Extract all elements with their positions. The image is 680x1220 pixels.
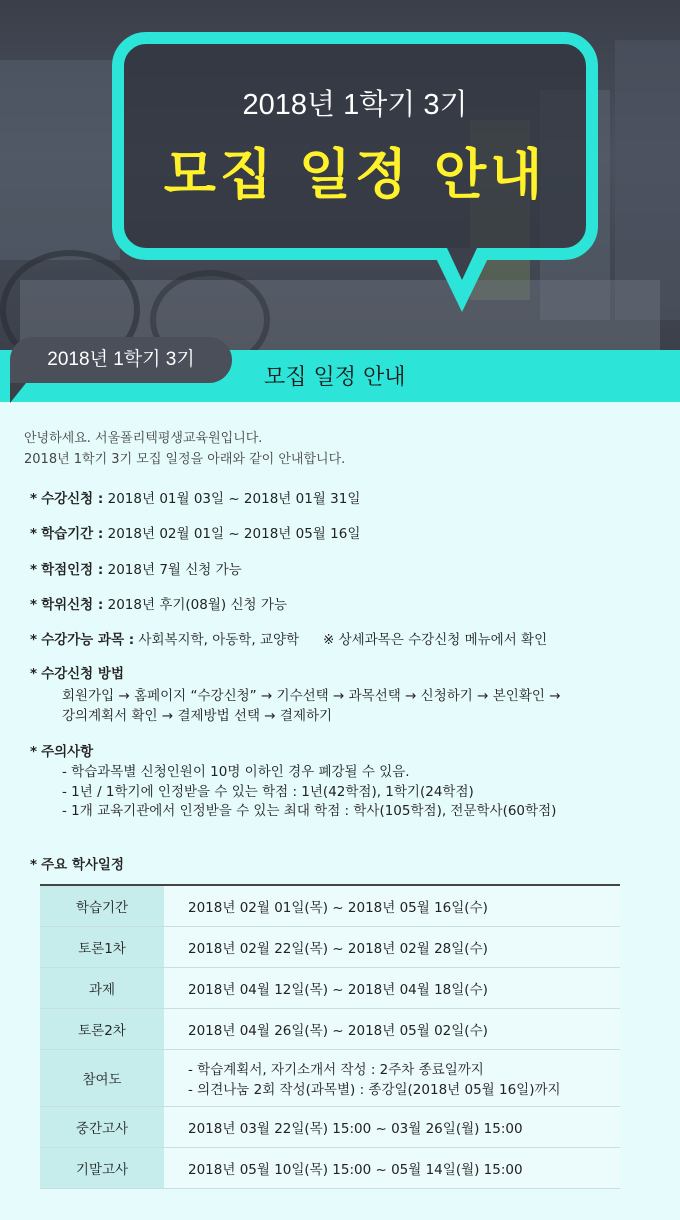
item-notice [30, 740, 93, 760]
row-key: 참여도 [40, 1049, 164, 1106]
glasses-lens-left [0, 250, 140, 350]
item-label: 수강가능 과목 : [41, 632, 135, 648]
row-key: 과제 [40, 967, 164, 1008]
bullet-star: * [30, 744, 38, 760]
notice-line: - 1개 교육기관에서 인정받을 수 있는 최대 학점 : 학사(105학점), 전문학사(60학점) [62, 803, 557, 819]
table-row [40, 926, 620, 967]
intro-text [24, 428, 345, 470]
bullet-star: * [30, 526, 38, 542]
bullet-star: * [30, 562, 38, 578]
item-enroll [30, 487, 360, 507]
item-study-period [30, 522, 360, 542]
row-key: 중간고사 [40, 1106, 164, 1147]
row-value: 2018년 04월 26일(목) ~ 2018년 05월 02일(수) [164, 1008, 620, 1049]
notice-line: - 학습과목별 신청인원이 10명 이하인 경우 폐강될 수 있음. [62, 764, 410, 780]
bullet-star: * [30, 491, 38, 507]
hero-subtitle: 2018년 1학기 3기 [242, 89, 468, 121]
item-method [30, 662, 124, 682]
background-book [0, 60, 120, 260]
intro-line: 안녕하세요. 서울폴리텍평생교육원입니다. [24, 431, 263, 446]
item-value: 사회복지학, 아동학, 교양학 [138, 632, 300, 648]
row-key: 토론2차 [40, 1008, 164, 1049]
row-value: 2018년 02월 01일(목) ~ 2018년 05월 16일(수) [164, 885, 620, 926]
item-label: 학점인정 : [41, 562, 104, 578]
intro-line: 2018년 1학기 3기 모집 일정을 아래와 같이 안내합니다. [24, 452, 346, 467]
notice-line: - 1년 / 1학기에 인정받을 수 있는 학점 : 1년(42학점), 1학기(24학점) [62, 784, 474, 800]
row-value: 2018년 02월 22일(목) ~ 2018년 02월 28일(수) [164, 926, 620, 967]
item-label: 수강신청 방법 [41, 666, 125, 682]
item-value: 2018년 7월 신청 가능 [107, 562, 242, 578]
row-value: 2018년 03월 22일(목) 15:00 ~ 03월 26일(월) 15:00 [164, 1106, 620, 1147]
table-row [40, 885, 620, 926]
item-schedule [30, 853, 124, 873]
table-row [40, 1008, 620, 1049]
item-value: 2018년 후기(08월) 신청 가능 [107, 597, 287, 613]
row-value: 2018년 05월 10일(목) 15:00 ~ 05월 14일(월) 15:00 [164, 1147, 620, 1188]
item-label: 학습기간 : [41, 526, 104, 542]
row-key: 토론1차 [40, 926, 164, 967]
schedule-table [40, 884, 620, 1189]
bullet-star: * [30, 857, 38, 873]
item-value: 2018년 02월 01일 ~ 2018년 05월 16일 [107, 526, 361, 542]
method-line: 강의계획서 확인 → 결제방법 선택 → 결제하기 [62, 708, 333, 724]
tab-fold [10, 383, 26, 403]
method-line: 회원가입 → 홈페이지 “수강신청” → 기수선택 → 과목선택 → 신청하기 → 본인확인 → [62, 688, 561, 704]
hero-title: 모집 일정 안내 [163, 143, 547, 206]
background-book [615, 40, 680, 320]
table-row [40, 1147, 620, 1188]
table-row [40, 1049, 620, 1106]
item-label: 수강신청 : [41, 491, 104, 507]
table-row [40, 967, 620, 1008]
term-tab: 2018년 1학기 3기 [10, 337, 232, 383]
row-key: 학습기간 [40, 885, 164, 926]
speech-bubble-tail-inner [447, 248, 477, 280]
item-credit [30, 558, 242, 578]
item-label: 주의사항 [41, 744, 94, 760]
bullet-star: * [30, 597, 38, 613]
section-title: 모집 일정 안내 [264, 365, 406, 390]
bullet-star: * [30, 632, 38, 648]
row-value: 2018년 04월 12일(목) ~ 2018년 04월 18일(수) [164, 967, 620, 1008]
item-degree [30, 593, 287, 613]
row-value [164, 1049, 620, 1106]
row-value-line: - 의견나눔 2회 작성(과목별) : 종강일(2018년 05월 16일)까지 [188, 1081, 561, 1098]
item-note: ※ 상세과목은 수강신청 메뉴에서 확인 [323, 632, 548, 648]
item-value: 2018년 01월 03일 ~ 2018년 01월 31일 [107, 491, 361, 507]
item-label: 주요 학사일정 [41, 857, 125, 873]
item-courses [30, 628, 547, 648]
bullet-star: * [30, 666, 38, 682]
table-row [40, 1106, 620, 1147]
row-value-line: - 학습계획서, 자기소개서 작성 : 2주차 종료일까지 [188, 1061, 484, 1078]
row-key: 기말고사 [40, 1147, 164, 1188]
item-label: 학위신청 : [41, 597, 104, 613]
